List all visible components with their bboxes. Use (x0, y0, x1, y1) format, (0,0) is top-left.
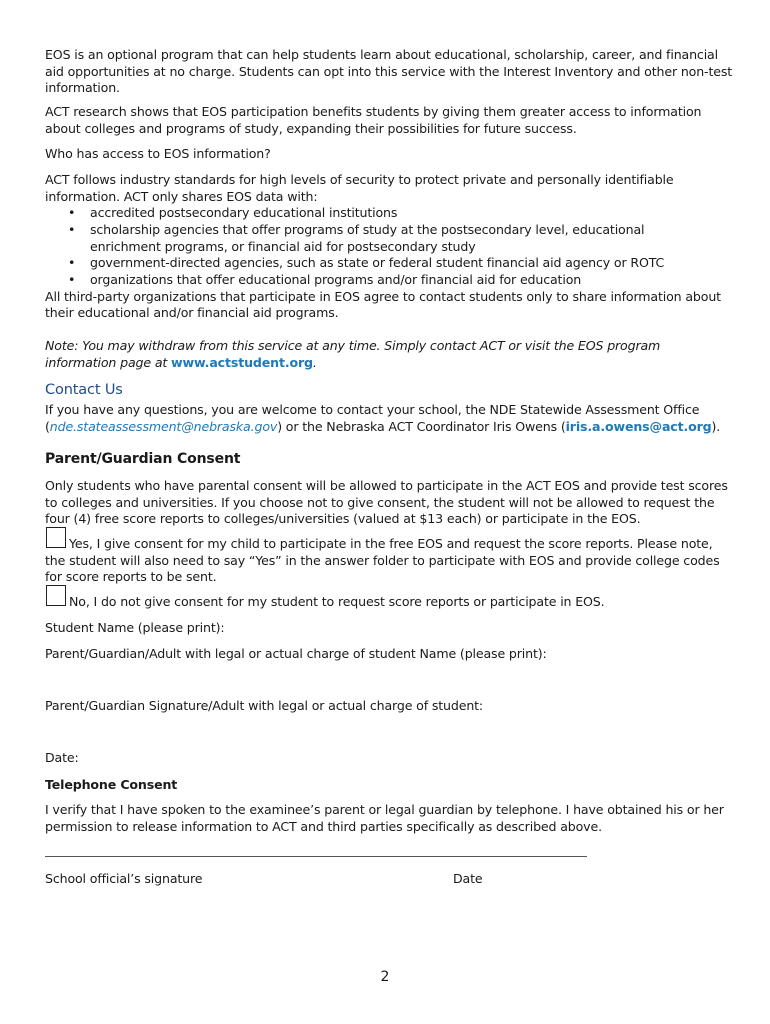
note-text: Note: You may withdraw from this service at any time. Simply contact ACT or visit the EOS program information page at (45, 338, 661, 370)
coordinator-email-link[interactable]: iris.a.owens@act.org (565, 418, 712, 434)
guardian-name-label: Parent/Guardian/Adult with legal or actual charge of student Name (please print): (45, 646, 547, 661)
contact-text: If you have any questions, you are welcome to contact your school, the NDE Statewide Assessment Office ( (45, 402, 700, 434)
list-item: • accredited postsecondary educational institutions (90, 205, 700, 222)
date-label: Date: (45, 750, 79, 765)
actstudent-link[interactable]: www.actstudent.org (171, 354, 313, 370)
signature-line (45, 856, 587, 857)
data-sharing-list (45, 205, 700, 289)
official-date-label: Date (453, 871, 483, 886)
intro-paragraph-2: ACT research shows that EOS participation benefits students by giving them greater access to information about colleges and programs of study, expanding their possibilities for future success. (45, 104, 702, 136)
telephone-consent-paragraph: I verify that I have spoken to the examinee’s parent or legal guardian by telephone. I have obtained his or her permission to release information to ACT and third parties specifically as described above. (45, 802, 724, 834)
guardian-signature-label: Parent/Guardian Signature/Adult with legal or actual charge of student: (45, 698, 484, 713)
list-item: • government-directed agencies, such as state or federal student financial aid agency or ROTC (90, 255, 700, 272)
student-name-label: Student Name (please print): (45, 620, 225, 635)
telephone-consent-heading: Telephone Consent (45, 777, 178, 792)
list-item: • scholarship agencies that offer programs of study at the postsecondary level, educational enrichment programs, or financial aid for postsecondary study (90, 222, 700, 256)
page-number: 2 (380, 969, 390, 985)
withdraw-note (45, 338, 735, 371)
consent-no-label: No, I do not give consent for my student to request score reports or participate in EOS. (69, 594, 605, 609)
contact-text: ). (711, 418, 721, 434)
list-item: • organizations that offer educational programs and/or financial aid for education (90, 272, 700, 289)
consent-heading: Parent/Guardian Consent (45, 451, 241, 467)
security-paragraph (45, 172, 735, 322)
third-party-text: All third-party organizations that participate in EOS agree to contact students only to share information about their educational and/or financial aid programs. (45, 288, 721, 321)
consent-yes-label: Yes, I give consent for my child to participate in the free EOS and request the score reports. Please note, the student will also need to say “Yes” in the answer folder to participate with EOS and provide college codes for score reports to be sent. (45, 536, 720, 584)
note-end: . (312, 354, 317, 370)
contact-text: ) or the Nebraska ACT Coordinator Iris Owens ( (277, 418, 566, 434)
contact-paragraph (45, 402, 735, 435)
security-text: ACT follows industry standards for high levels of security to protect private and personally identifiable information. ACT only shares EOS data with: (45, 172, 674, 204)
school-official-signature-label: School official’s signature (45, 871, 203, 886)
nde-email-link[interactable]: nde.stateassessment@nebraska.gov (49, 418, 278, 434)
contact-heading: Contact Us (45, 382, 123, 398)
access-question: Who has access to EOS information? (45, 146, 271, 161)
consent-paragraph: Only students who have parental consent will be allowed to participate in the ACT EOS and provide test scores to colleges and universities. If you choose not to give consent, the student will not be allowed to request the four (4) free score reports to colleges/universities (valued at $13 each) or participate in the EOS. (45, 478, 728, 526)
intro-paragraph-1: EOS is an optional program that can help students learn about educational, scholarship, career, and financial aid opportunities at no charge. Students can opt into this service with the Interest Inventory and other non-test information. (45, 47, 733, 95)
